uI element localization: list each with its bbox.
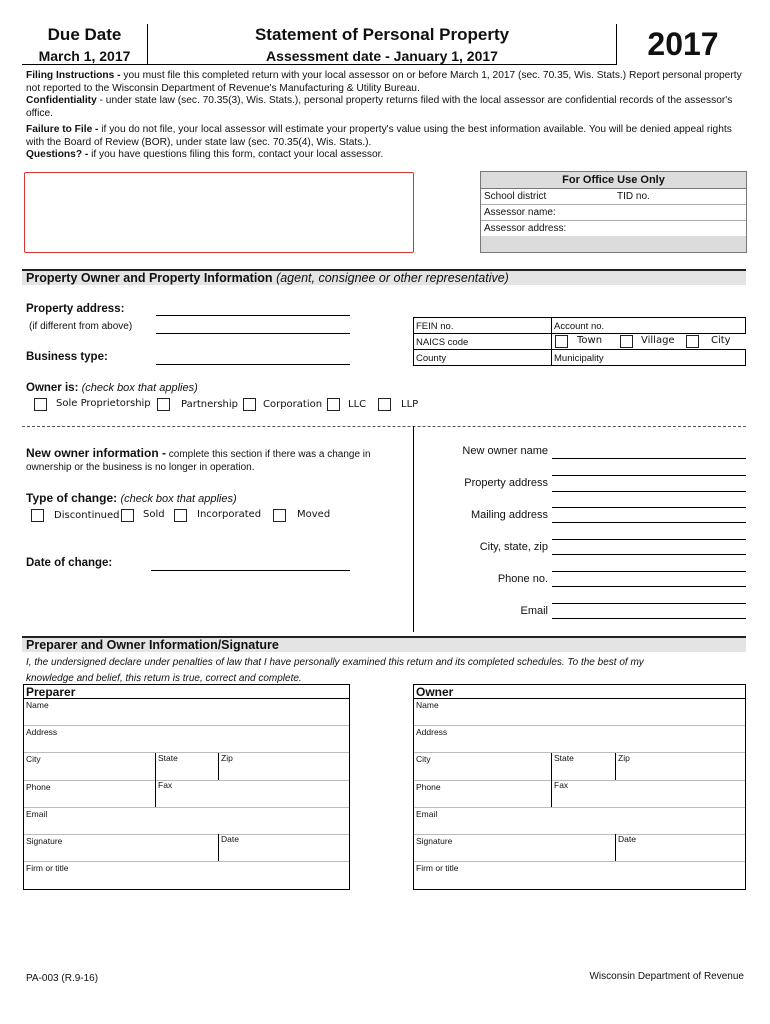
due-date-block <box>22 24 148 65</box>
assessment-date: Assessment date - January 1, 2017 <box>266 48 498 64</box>
sold-label: Sold <box>143 509 165 520</box>
owner-section-header <box>22 269 746 285</box>
email-label: Email <box>520 605 548 617</box>
business-type-label: Business type: <box>26 351 108 363</box>
if-different-label: (if different from above) <box>29 321 133 332</box>
instructions <box>26 70 746 162</box>
naics-cell[interactable]: NAICS code <box>413 333 552 350</box>
llp-checkbox[interactable] <box>378 398 391 411</box>
divider <box>414 834 745 835</box>
owner-address-field[interactable]: Address <box>416 727 448 737</box>
school-district-label: School district <box>484 191 547 202</box>
partnership-label: Partnership <box>181 399 239 410</box>
phone-no-line[interactable] <box>552 586 746 587</box>
owner-date-label: Date <box>618 834 636 844</box>
divider <box>24 752 349 753</box>
sole-proprietorship-checkbox[interactable] <box>34 398 47 411</box>
tid-label: TID no. <box>617 191 650 202</box>
school-district-row[interactable] <box>481 189 746 205</box>
due-date-title: Due Date <box>47 25 122 44</box>
owner-name-field[interactable]: Name <box>416 700 439 710</box>
city-label: City <box>711 335 731 346</box>
preparer-date-field[interactable] <box>218 834 239 861</box>
incorporated-checkbox[interactable] <box>174 509 187 522</box>
assessor-address-row[interactable]: Assessor address: <box>481 221 746 236</box>
owner-title: Owner <box>414 685 745 699</box>
county-cell[interactable]: County <box>413 349 552 366</box>
municipality-type-row <box>551 333 746 350</box>
owner-email-field[interactable]: Email <box>416 809 438 819</box>
account-cell[interactable]: Account no. <box>551 317 746 334</box>
new-owner-name-line2[interactable] <box>552 475 746 476</box>
divider <box>24 780 349 781</box>
email-line[interactable] <box>552 618 746 619</box>
mailing-address-line[interactable] <box>552 522 746 523</box>
new-property-address-label: Property address <box>464 477 548 489</box>
owner-fax-label: Fax <box>554 780 569 790</box>
owner-section-subtitle: (agent, consignee or other representative) <box>276 271 509 285</box>
city-state-zip-line[interactable] <box>552 554 746 555</box>
owner-state-label: State <box>554 753 574 763</box>
property-address-line1[interactable] <box>156 315 350 316</box>
form-year: 2017 <box>647 26 719 62</box>
preparer-state-field[interactable] <box>155 753 178 780</box>
preparer-name-field[interactable]: Name <box>26 700 49 710</box>
preparer-phone-field[interactable]: Phone <box>26 782 51 792</box>
mailing-address-box[interactable] <box>24 172 414 253</box>
property-address-label: Property address: <box>26 303 125 315</box>
preparer-date-label: Date <box>221 834 239 844</box>
phone-no-line2[interactable] <box>552 603 746 604</box>
new-owner-name-line[interactable] <box>552 458 746 459</box>
divider <box>414 725 745 726</box>
discontinued-checkbox[interactable] <box>31 509 44 522</box>
divider <box>414 780 745 781</box>
preparer-firm-field[interactable]: Firm or title <box>26 863 69 873</box>
discontinued-label: Discontinued <box>54 510 120 521</box>
owner-firm-field[interactable]: Firm or title <box>416 863 459 873</box>
sole-proprietorship-label: Sole Proprietorship <box>56 398 151 409</box>
llc-checkbox[interactable] <box>327 398 340 411</box>
declaration: I, the undersigned declare under penalties of law that I have personally examined this return and its completed schedules. To the best of my knowledge and belief, this return is true, correct and complete. <box>26 657 644 684</box>
owner-is-label: Owner is: (check box that applies) <box>26 382 198 394</box>
type-of-change-label: Type of change: (check box that applies) <box>26 491 237 505</box>
office-use-box <box>480 171 747 253</box>
owner-fax-field[interactable] <box>551 780 568 807</box>
llc-label: LLC <box>348 399 367 410</box>
owner-section-title: Property Owner and Property Information <box>26 271 273 285</box>
moved-label: Moved <box>297 509 331 520</box>
form-number: PA-003 (R.9-16) <box>26 973 99 984</box>
village-checkbox[interactable] <box>620 335 633 348</box>
divider <box>24 834 349 835</box>
llp-label: LLP <box>401 399 419 410</box>
assessor-name-row[interactable]: Assessor name: <box>481 205 746 221</box>
preparer-title: Preparer <box>24 685 349 699</box>
city-state-zip-label: City, state, zip <box>479 541 548 553</box>
owner-signature-field[interactable]: Signature <box>416 836 453 846</box>
preparer-signature-field[interactable]: Signature <box>26 836 63 846</box>
mailing-address-line2[interactable] <box>552 539 746 540</box>
sold-checkbox[interactable] <box>121 509 134 522</box>
fein-cell[interactable]: FEIN no. <box>413 317 552 334</box>
town-label: Town <box>577 335 603 346</box>
owner-city-field[interactable]: City <box>416 754 431 764</box>
preparer-state-label: State <box>158 753 178 763</box>
questions: Questions? - if you have questions filing this form, contact your local assessor. <box>26 149 384 160</box>
filing-instructions: Filing Instructions - you must file this completed return with your local assessor on or before March 1, 2017 (sec. 70.35, Wis. Stats.) Report personal property not reported to the Wisconsin Department of Revenue's Manufacturing & Utility Bureau. <box>26 70 742 94</box>
preparer-fax-label: Fax <box>158 780 173 790</box>
divider <box>414 807 745 808</box>
new-property-address-line[interactable] <box>552 491 746 492</box>
agency-name: Wisconsin Department of Revenue <box>589 971 744 982</box>
preparer-city-field[interactable]: City <box>26 754 41 764</box>
divider <box>24 725 349 726</box>
statement-title: Statement of Personal Property <box>254 25 510 44</box>
divider <box>414 861 745 862</box>
date-of-change-label: Date of change: <box>26 557 113 569</box>
due-date-value: March 1, 2017 <box>38 48 131 64</box>
owner-zip-label: Zip <box>618 753 630 763</box>
preparer-email-field[interactable]: Email <box>26 809 48 819</box>
preparer-address-field[interactable]: Address <box>26 727 58 737</box>
owner-date-field[interactable] <box>615 834 636 861</box>
preparer-fax-field[interactable] <box>155 780 172 807</box>
property-address-line2[interactable] <box>156 333 350 334</box>
village-label: Village <box>641 335 675 346</box>
mailing-address-label: Mailing address <box>470 509 548 521</box>
preparer-zip-field[interactable] <box>218 753 233 780</box>
partnership-checkbox[interactable] <box>157 398 170 411</box>
date-of-change-line[interactable] <box>151 570 350 571</box>
corporation-label: Corporation <box>263 399 323 410</box>
owner-zip-field[interactable] <box>615 753 630 780</box>
municipality-cell[interactable]: Municipality <box>551 349 746 366</box>
incorporated-label: Incorporated <box>197 509 262 520</box>
new-property-address-line2[interactable] <box>552 507 746 508</box>
owner-state-field[interactable] <box>551 753 574 780</box>
phone-no-label: Phone no. <box>497 573 548 585</box>
new-owner-vertical-divider <box>413 426 414 632</box>
section-divider <box>22 426 746 427</box>
new-owner-name-label: New owner name <box>462 445 548 457</box>
preparer-box <box>23 684 350 890</box>
office-use-title: For Office Use Only <box>481 172 746 189</box>
new-owner-title: New owner information - complete this section if there was a change in ownership or the business is no longer in operation. <box>26 446 371 473</box>
owner-phone-field[interactable]: Phone <box>416 782 441 792</box>
city-state-zip-line2[interactable] <box>552 571 746 572</box>
business-type-line[interactable] <box>156 364 350 365</box>
town-checkbox[interactable] <box>555 335 568 348</box>
confidentiality: Confidentiality - under state law (sec. 70.35(3), Wis. Stats.), personal property returns filed with the local assessor are confidential records of the assessor's office. <box>26 95 733 119</box>
divider <box>24 807 349 808</box>
failure-to-file: Failure to File - if you do not file, your local assessor will estimate your property's value using the best information available. You will be denied appeal rights with the Board of Review (BOR), under state law (sec. 70.35(4), Wis. Stats.). <box>26 124 732 148</box>
divider <box>414 752 745 753</box>
divider <box>24 861 349 862</box>
statement-block <box>148 24 617 65</box>
moved-checkbox[interactable] <box>273 509 286 522</box>
preparer-zip-label: Zip <box>221 753 233 763</box>
corporation-checkbox[interactable] <box>243 398 256 411</box>
preparer-section-header: Preparer and Owner Information/Signature <box>22 636 746 652</box>
owner-box <box>413 684 746 890</box>
city-checkbox[interactable] <box>686 335 699 348</box>
